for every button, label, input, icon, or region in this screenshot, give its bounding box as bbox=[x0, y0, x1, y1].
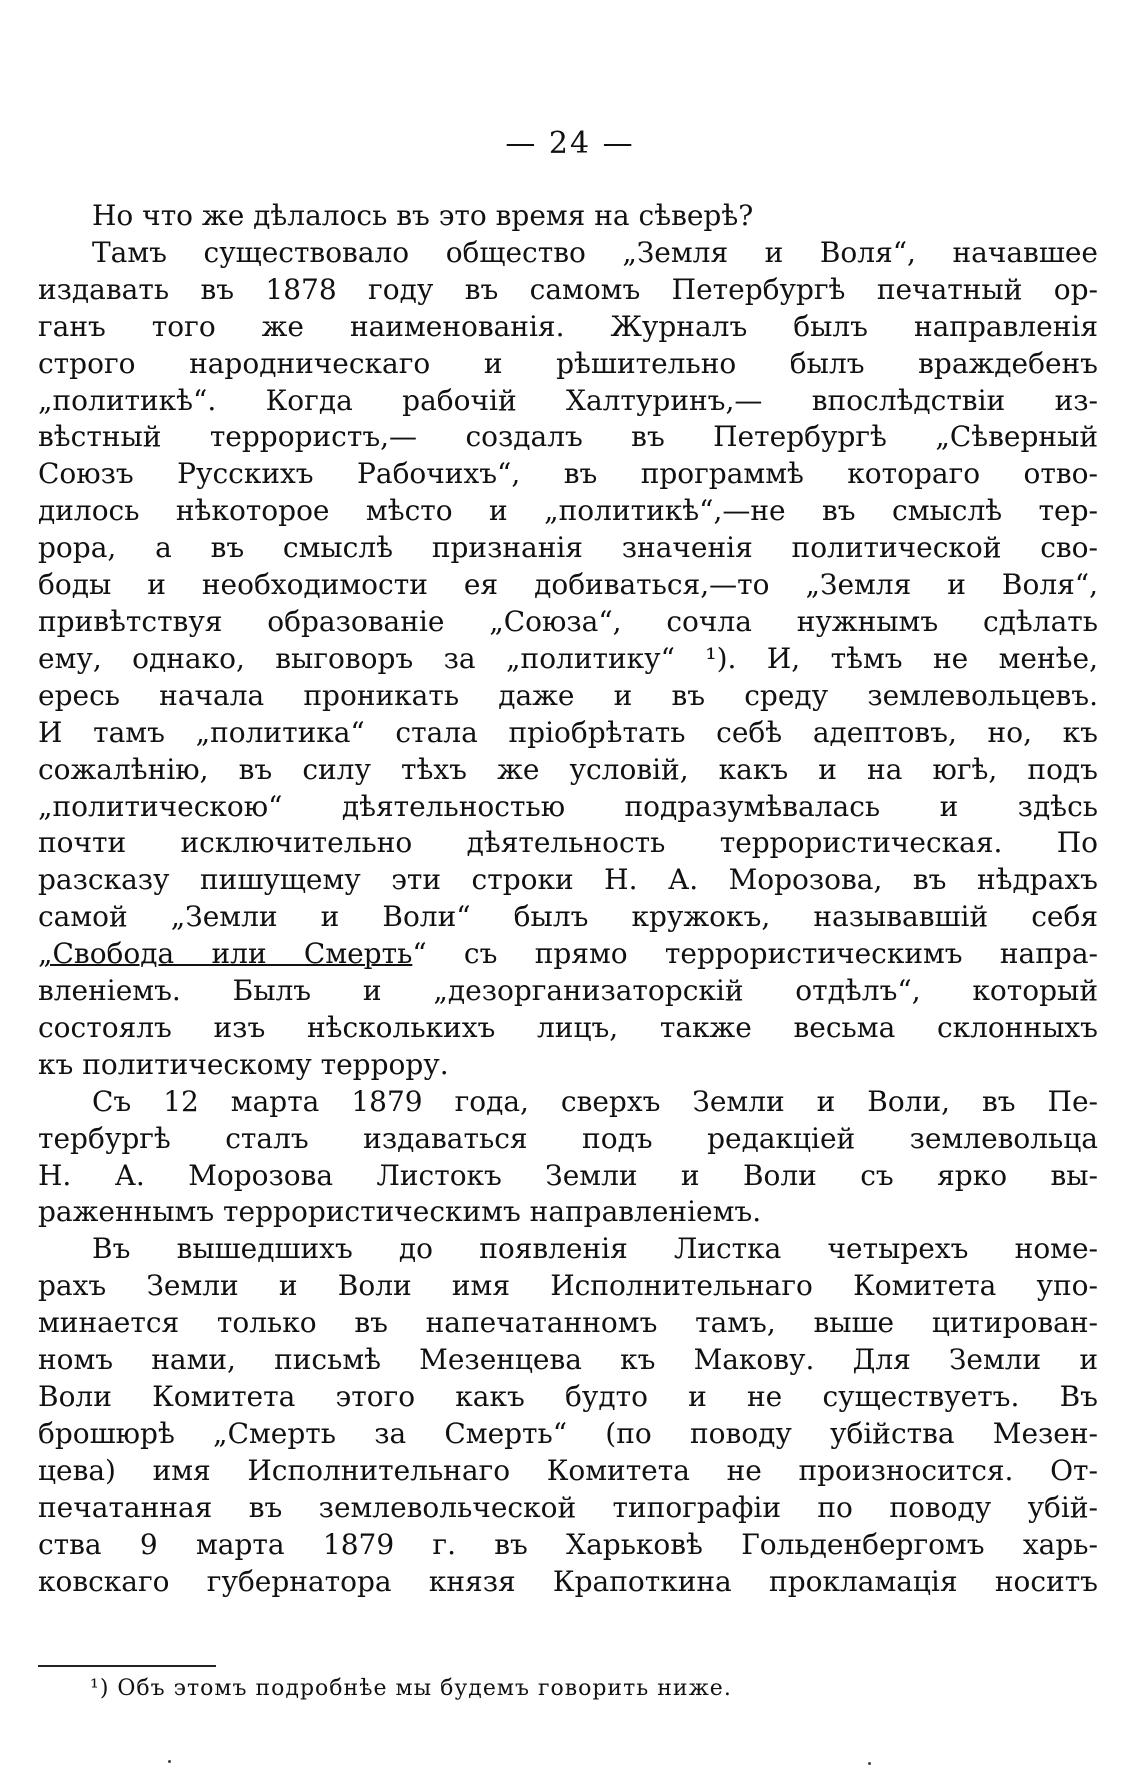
text-line: номъ нами, письмѣ Мезенцева къ Макову. Для Земли и bbox=[38, 1343, 1098, 1377]
print-speck bbox=[168, 1760, 171, 1763]
text-line: разсказу пишущему эти строки Н. А. Морозова, въ нѣдрахъ bbox=[38, 863, 1098, 897]
text-line: Тамъ существовало общество „Земля и Воля“, начавшее bbox=[92, 235, 1098, 269]
text-line: ему, однако, выговоръ за „политику“ ¹). И, тѣмъ не менѣе, bbox=[38, 641, 1098, 675]
footnote-separator bbox=[38, 1665, 216, 1667]
text-line: Съ 12 марта 1879 года, сверхъ Земли и Воли, въ Пе- bbox=[92, 1084, 1098, 1118]
text-line: Союзъ Русскихъ Рабочихъ“, въ программѣ котораго отво- bbox=[38, 457, 1098, 491]
text-line: Въ вышедшихъ до появленія Листка четырехъ номе- bbox=[92, 1232, 1098, 1266]
text-line: цева) имя Исполнительнаго Комитета не произносится. От- bbox=[38, 1453, 1098, 1487]
text-line: рахъ Земли и Воли имя Исполнительнаго Комитета упо- bbox=[38, 1269, 1098, 1303]
text-line: „политическою“ дѣятельностью подразумѣвалась и здѣсь bbox=[38, 789, 1098, 823]
text-line: брошюрѣ „Смерть за Смерть“ (по поводу убійства Мезен- bbox=[38, 1416, 1098, 1450]
text-line: боды и необходимости ея добиваться,—то „Земля и Воля“, bbox=[38, 568, 1098, 602]
text-line: сожалѣнію, въ силу тѣхъ же условій, какъ и на югѣ, подъ bbox=[38, 752, 1098, 786]
text-line: къ политическому террору. bbox=[38, 1047, 449, 1081]
text-line: ересь начала проникать даже и въ среду землевольцевъ. bbox=[38, 678, 1098, 712]
body-text bbox=[38, 198, 1098, 1600]
text-line: вленіемъ. Былъ и „дезорганизаторскій отдѣлъ“, который bbox=[38, 974, 1098, 1008]
text-line: минается только въ напечатанномъ тамъ, выше цитирован- bbox=[38, 1306, 1098, 1340]
text-line: дилось нѣкоторое мѣсто и „политикѣ“,—не въ смыслѣ тер- bbox=[38, 494, 1098, 528]
text-line: строго народническаго и рѣшительно былъ враждебенъ bbox=[38, 346, 1098, 380]
underlined-phrase: „Свобода или Смерть bbox=[38, 937, 413, 971]
text-line: издавать въ 1878 году въ самомъ Петербургѣ печатный ор- bbox=[38, 272, 1098, 306]
text-line-underlined: „Свобода или Смерть“ съ прямо террористическимъ напра- bbox=[38, 937, 1098, 971]
text-line: Воли Комитета этого какъ будто и не существуетъ. Въ bbox=[38, 1380, 1098, 1413]
footnote: ¹) Объ этомъ подробнѣе мы будемъ говорить ниже. bbox=[90, 1676, 732, 1701]
text-line: тербургѣ сталъ издаваться подъ редакціей землевольца bbox=[38, 1121, 1098, 1155]
text-line: самой „Земли и Воли“ былъ кружокъ, называвшій себя bbox=[38, 900, 1098, 934]
text-line: состоялъ изъ нѣсколькихъ лицъ, также весьма склонныхъ bbox=[38, 1010, 1098, 1044]
page-number: — 24 — bbox=[505, 126, 635, 161]
text-line: печатанная въ землевольческой типографіи по поводу убій- bbox=[38, 1490, 1098, 1524]
text-line: привѣтствуя образованіе „Союза“, сочла нужнымъ сдѣлать bbox=[38, 604, 1098, 638]
text-line: ганъ того же наименованія. Журналъ былъ направленія bbox=[38, 309, 1098, 343]
text-line: И тамъ „политика“ стала пріобрѣтать себѣ адептовъ, но, къ bbox=[38, 715, 1098, 749]
text-line: ковскаго губернатора князя Крапоткина прокламація носитъ bbox=[38, 1564, 1098, 1598]
text-line: Н. А. Морозова Листокъ Земли и Воли съ ярко вы- bbox=[38, 1158, 1098, 1192]
text-line: ства 9 марта 1879 г. въ Харьковѣ Гольденбергомъ харь- bbox=[38, 1527, 1098, 1561]
text-line: раженнымъ террористическимъ направленіемъ. bbox=[38, 1195, 762, 1229]
text-line: рора, а въ смыслѣ признанія значенія политической сво- bbox=[38, 531, 1098, 565]
text-line: „политикѣ“. Когда рабочій Халтуринъ,— впослѣдствіи из- bbox=[38, 383, 1098, 417]
text-line: Но что же дѣлалось въ это время на сѣверѣ? bbox=[92, 199, 754, 232]
text-line: почти исключительно дѣятельность террористическая. По bbox=[38, 826, 1098, 860]
print-speck bbox=[868, 1762, 871, 1765]
text-line: вѣстный террористъ,— создалъ въ Петербургѣ „Сѣверный bbox=[38, 420, 1098, 454]
